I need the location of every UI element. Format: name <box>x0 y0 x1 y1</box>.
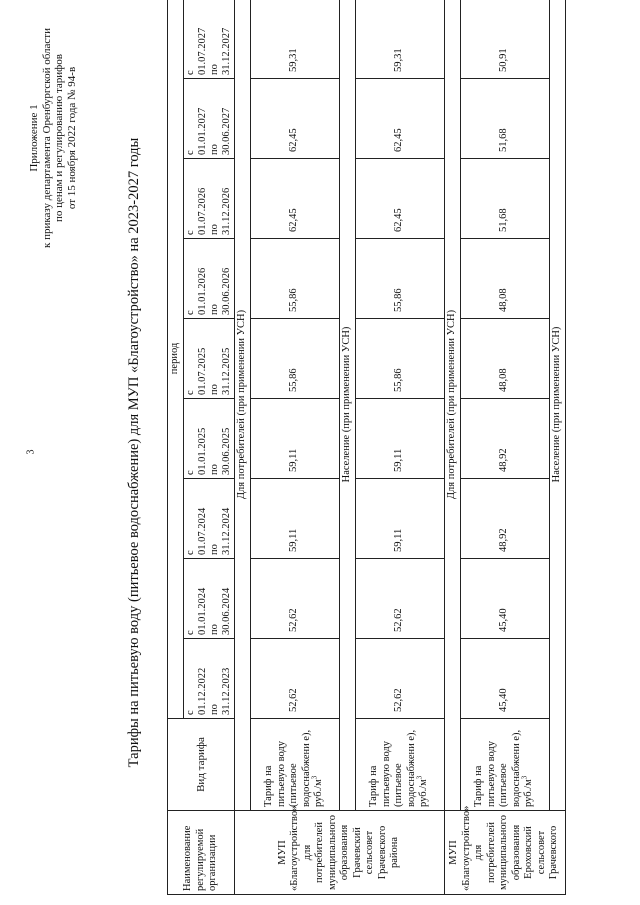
appendix-line-1: Приложение 1 <box>28 104 40 172</box>
consumer-group-label: Для потребителей (при применении УСН) <box>234 0 250 811</box>
period-d2: 30.06.2024 <box>220 587 232 635</box>
period-d1: 01.07.2027 <box>196 27 208 75</box>
tariff-value-cell: 55,86 <box>355 319 444 399</box>
tariff-value-cell: 59,11 <box>250 399 339 479</box>
table-row <box>355 0 444 895</box>
period-header-1 <box>183 639 234 719</box>
period-from: с <box>184 230 196 235</box>
period-from: с <box>184 630 196 635</box>
period-d2: 31.12.2024 <box>220 507 232 555</box>
period-header-9 <box>183 0 234 79</box>
tariff-kind-superscript: 3 <box>415 775 424 780</box>
organization-name-cell: МУП «Благоустройство» для потребителей муниципального образования Ероховский сельсовет Грачевского <box>444 811 565 895</box>
table-row <box>460 0 549 895</box>
tariff-value-cell: 48,08 <box>460 319 549 399</box>
period-from: с <box>184 310 196 315</box>
tariff-value-cell: 45,40 <box>460 559 549 639</box>
period-header-3 <box>183 479 234 559</box>
header-org: Наименование регулируемой организации <box>168 811 235 895</box>
tariff-kind-text: Тариф на питьевую воду (питьевое водоснабжени е), руб./м <box>263 729 325 807</box>
tariff-value-cell: 62,45 <box>355 159 444 239</box>
appendix-line-2: к приказу департамента Оренбургской области <box>40 28 53 248</box>
tariff-value-cell: 52,62 <box>250 639 339 719</box>
period-from: с <box>184 150 196 155</box>
period-d1: 01.01.2024 <box>196 587 208 635</box>
tariff-kind-superscript: 3 <box>310 775 319 780</box>
tariff-value-cell: 52,62 <box>355 639 444 719</box>
tariff-value-cell: 50,91 <box>460 0 549 79</box>
period-d1: 01.07.2026 <box>196 187 208 235</box>
period-to: по <box>208 544 220 555</box>
tariff-value-cell: 52,62 <box>355 559 444 639</box>
period-to: по <box>208 384 220 395</box>
period-d2: 31.12.2027 <box>220 27 232 75</box>
tariff-value-cell: 59,31 <box>355 0 444 79</box>
period-d1: 01.12.2022 <box>196 667 208 715</box>
period-to: по <box>208 304 220 315</box>
period-d1: 01.07.2025 <box>196 347 208 395</box>
period-d1: 01.01.2025 <box>196 427 208 475</box>
period-d2: 30.06.2027 <box>220 107 232 155</box>
tariff-value-cell: 51,68 <box>460 79 549 159</box>
header-row-1 <box>168 0 184 895</box>
consumer-group-label: Население (при применении УСН) <box>339 0 355 811</box>
period-header-7 <box>183 159 234 239</box>
tariff-value-cell: 48,08 <box>460 239 549 319</box>
period-header-5 <box>183 319 234 399</box>
tariff-table <box>167 0 566 895</box>
group-row <box>339 0 355 895</box>
group-row <box>234 0 250 895</box>
period-to: по <box>208 224 220 235</box>
period-d2: 30.06.2025 <box>220 427 232 475</box>
period-header-6 <box>183 239 234 319</box>
tariff-value-cell: 59,11 <box>355 479 444 559</box>
tariff-value-cell: 51,68 <box>460 159 549 239</box>
period-from: с <box>184 70 196 75</box>
period-from: с <box>184 470 196 475</box>
consumer-group-label: Для потребителей (при применении УСН) <box>444 0 460 811</box>
appendix-line-4: от 15 ноября 2022 года № 94-в <box>65 66 78 210</box>
tariff-kind-superscript: 3 <box>520 775 529 780</box>
period-header-2 <box>183 559 234 639</box>
period-to: по <box>208 144 220 155</box>
header-kind: Вид тарифа <box>168 719 235 811</box>
period-to: по <box>208 624 220 635</box>
period-d1: 01.07.2024 <box>196 507 208 555</box>
period-d2: 31.12.2026 <box>220 187 232 235</box>
tariff-kind-text: Тариф на питьевую воду (питьевое водоснабжени е), руб./м <box>473 729 535 807</box>
period-d1: 01.01.2026 <box>196 267 208 315</box>
group-row <box>444 0 460 895</box>
tariff-value-cell: 55,86 <box>250 239 339 319</box>
period-d2: 30.06.2026 <box>220 267 232 315</box>
document-title: Тарифы на питьевую воду (питьевое водоснабжение) для МУП «Благоустройство» на 2023-2027 годы <box>126 137 142 768</box>
tariff-value-cell: 55,86 <box>250 319 339 399</box>
tariff-value-cell: 48,92 <box>460 479 549 559</box>
appendix-line-3: по ценам и регулированию тарифов <box>53 54 65 223</box>
tariff-value-cell: 59,11 <box>355 399 444 479</box>
tariff-kind-cell <box>355 719 444 811</box>
tariff-value-cell: 59,11 <box>250 479 339 559</box>
period-from: с <box>184 550 196 555</box>
tariff-value-cell: 62,45 <box>250 79 339 159</box>
tariff-value-cell: 48,92 <box>460 399 549 479</box>
period-d2: 31.12.2023 <box>220 667 232 715</box>
tariff-value-cell: 45,40 <box>460 639 549 719</box>
period-header-4 <box>183 399 234 479</box>
period-from: с <box>184 710 196 715</box>
appendix-header <box>28 3 78 273</box>
tariff-value-cell: 59,31 <box>250 0 339 79</box>
tariff-kind-text: Тариф на питьевую воду (питьевое водоснабжени е), руб./м <box>368 729 430 807</box>
period-from: с <box>184 390 196 395</box>
tariff-value-cell: 62,45 <box>355 79 444 159</box>
header-period: период <box>168 0 184 719</box>
tariff-value-cell: 55,86 <box>355 239 444 319</box>
page-number: 3 <box>25 449 37 455</box>
tariff-kind-cell <box>250 719 339 811</box>
period-to: по <box>208 64 220 75</box>
period-d2: 31.12.2025 <box>220 347 232 395</box>
organization-name-cell: МУП «Благоустройство» для потребителей муниципального образования Грачевский сельсовет Грачевского района <box>234 811 444 895</box>
period-header-8 <box>183 79 234 159</box>
table-row <box>250 0 339 895</box>
consumer-group-label: Население (при применении УСН) <box>549 0 565 811</box>
period-d1: 01.01.2027 <box>196 107 208 155</box>
tariff-value-cell: 52,62 <box>250 559 339 639</box>
period-to: по <box>208 464 220 475</box>
tariff-kind-cell <box>460 719 549 811</box>
tariff-value-cell: 62,45 <box>250 159 339 239</box>
group-row <box>549 0 565 895</box>
period-to: по <box>208 704 220 715</box>
